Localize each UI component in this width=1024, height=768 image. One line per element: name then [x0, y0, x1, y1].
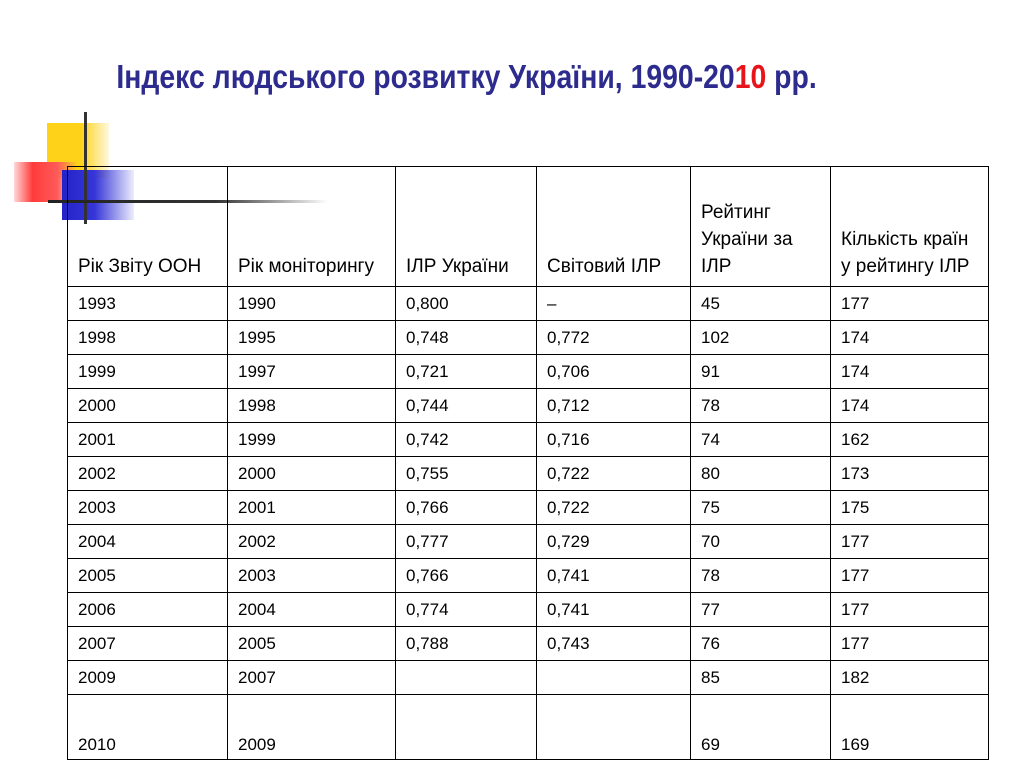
cell-report-year: 1999 — [68, 355, 228, 389]
table-row — [68, 491, 989, 525]
cell-country-count: 177 — [831, 287, 989, 321]
cell-monitoring-year: 2005 — [228, 627, 396, 661]
cell-monitoring-year: 1995 — [228, 321, 396, 355]
cell-ukraine-rank: 76 — [691, 627, 831, 661]
cell-world-hdi — [537, 695, 691, 760]
cell-world-hdi: 0,716 — [537, 423, 691, 457]
header-ukraine-hdi: ІЛР України — [396, 167, 537, 287]
cell-ukraine-rank: 77 — [691, 593, 831, 627]
cell-report-year: 2009 — [68, 661, 228, 695]
cell-ukraine-hdi: 0,742 — [396, 423, 537, 457]
header-ukraine-rank: Рейтинг України за ІЛР — [691, 167, 831, 287]
table-row — [68, 695, 989, 760]
cell-ukraine-hdi — [396, 661, 537, 695]
cell-country-count: 174 — [831, 321, 989, 355]
cell-world-hdi: 0,706 — [537, 355, 691, 389]
cell-ukraine-hdi: 0,777 — [396, 525, 537, 559]
cell-world-hdi: 0,712 — [537, 389, 691, 423]
cell-ukraine-hdi: 0,788 — [396, 627, 537, 661]
cell-ukraine-hdi — [396, 695, 537, 760]
table-row — [68, 321, 989, 355]
cell-ukraine-rank: 78 — [691, 389, 831, 423]
cell-ukraine-rank: 102 — [691, 321, 831, 355]
cell-ukraine-hdi: 0,744 — [396, 389, 537, 423]
cell-ukraine-rank: 70 — [691, 525, 831, 559]
cell-country-count: 182 — [831, 661, 989, 695]
header-monitoring-year: Рік моніторингу — [228, 167, 396, 287]
cell-monitoring-year: 1998 — [228, 389, 396, 423]
cell-country-count: 173 — [831, 457, 989, 491]
cell-ukraine-hdi: 0,755 — [396, 457, 537, 491]
cell-monitoring-year: 1997 — [228, 355, 396, 389]
cell-report-year: 1998 — [68, 321, 228, 355]
cell-country-count: 177 — [831, 525, 989, 559]
cell-monitoring-year: 2004 — [228, 593, 396, 627]
cell-country-count: 162 — [831, 423, 989, 457]
cell-ukraine-hdi: 0,721 — [396, 355, 537, 389]
cell-ukraine-rank: 85 — [691, 661, 831, 695]
cell-report-year: 2004 — [68, 525, 228, 559]
table-body — [68, 287, 989, 760]
cell-ukraine-rank: 75 — [691, 491, 831, 525]
table-row — [68, 661, 989, 695]
table-row — [68, 559, 989, 593]
cell-monitoring-year: 2009 — [228, 695, 396, 760]
cell-country-count: 169 — [831, 695, 989, 760]
cell-world-hdi: 0,741 — [537, 559, 691, 593]
header-world-hdi: Світовий ІЛР — [537, 167, 691, 287]
cell-ukraine-rank: 80 — [691, 457, 831, 491]
hdi-table — [67, 166, 989, 760]
cell-monitoring-year: 2007 — [228, 661, 396, 695]
table-row — [68, 593, 989, 627]
cell-world-hdi: 0,722 — [537, 491, 691, 525]
cell-monitoring-year: 2000 — [228, 457, 396, 491]
cell-country-count: 174 — [831, 355, 989, 389]
cell-ukraine-hdi: 0,774 — [396, 593, 537, 627]
cell-country-count: 174 — [831, 389, 989, 423]
cell-ukraine-hdi: 0,766 — [396, 559, 537, 593]
cell-ukraine-rank: 91 — [691, 355, 831, 389]
cell-monitoring-year: 1999 — [228, 423, 396, 457]
title-main: Індекс людського розвитку України, 1990-20 — [116, 58, 735, 95]
title-accent: 10 — [734, 58, 767, 95]
cell-monitoring-year: 2002 — [228, 525, 396, 559]
page-title — [0, 58, 933, 96]
header-report-year: Рік Звіту ООН — [68, 167, 228, 287]
table-row — [68, 355, 989, 389]
cell-report-year: 2000 — [68, 389, 228, 423]
cell-report-year: 2003 — [68, 491, 228, 525]
title-suffix: рр. — [766, 58, 817, 95]
header-country-count: Кількість країн у рейтингу ІЛР — [831, 167, 989, 287]
cell-monitoring-year: 1990 — [228, 287, 396, 321]
cell-world-hdi — [537, 661, 691, 695]
cell-ukraine-rank: 45 — [691, 287, 831, 321]
cell-report-year: 2007 — [68, 627, 228, 661]
cell-report-year: 2002 — [68, 457, 228, 491]
table-row — [68, 525, 989, 559]
cell-ukraine-rank: 74 — [691, 423, 831, 457]
table-row — [68, 423, 989, 457]
cell-world-hdi: 0,722 — [537, 457, 691, 491]
cell-country-count: 177 — [831, 627, 989, 661]
cell-country-count: 177 — [831, 593, 989, 627]
cell-ukraine-hdi: 0,748 — [396, 321, 537, 355]
cell-report-year: 2001 — [68, 423, 228, 457]
cell-world-hdi: – — [537, 287, 691, 321]
table-row — [68, 627, 989, 661]
table-row — [68, 389, 989, 423]
cell-ukraine-hdi: 0,766 — [396, 491, 537, 525]
cell-country-count: 177 — [831, 559, 989, 593]
cell-report-year: 2005 — [68, 559, 228, 593]
cell-world-hdi: 0,743 — [537, 627, 691, 661]
cell-ukraine-hdi: 0,800 — [396, 287, 537, 321]
table-row — [68, 287, 989, 321]
table-header-row — [68, 167, 989, 287]
cell-monitoring-year: 2001 — [228, 491, 396, 525]
cell-ukraine-rank: 78 — [691, 559, 831, 593]
cell-country-count: 175 — [831, 491, 989, 525]
cell-report-year: 2010 — [68, 695, 228, 760]
cell-report-year: 1993 — [68, 287, 228, 321]
cell-monitoring-year: 2003 — [228, 559, 396, 593]
cell-world-hdi: 0,741 — [537, 593, 691, 627]
cell-world-hdi: 0,729 — [537, 525, 691, 559]
cell-ukraine-rank: 69 — [691, 695, 831, 760]
cell-report-year: 2006 — [68, 593, 228, 627]
table-row — [68, 457, 989, 491]
cell-world-hdi: 0,772 — [537, 321, 691, 355]
